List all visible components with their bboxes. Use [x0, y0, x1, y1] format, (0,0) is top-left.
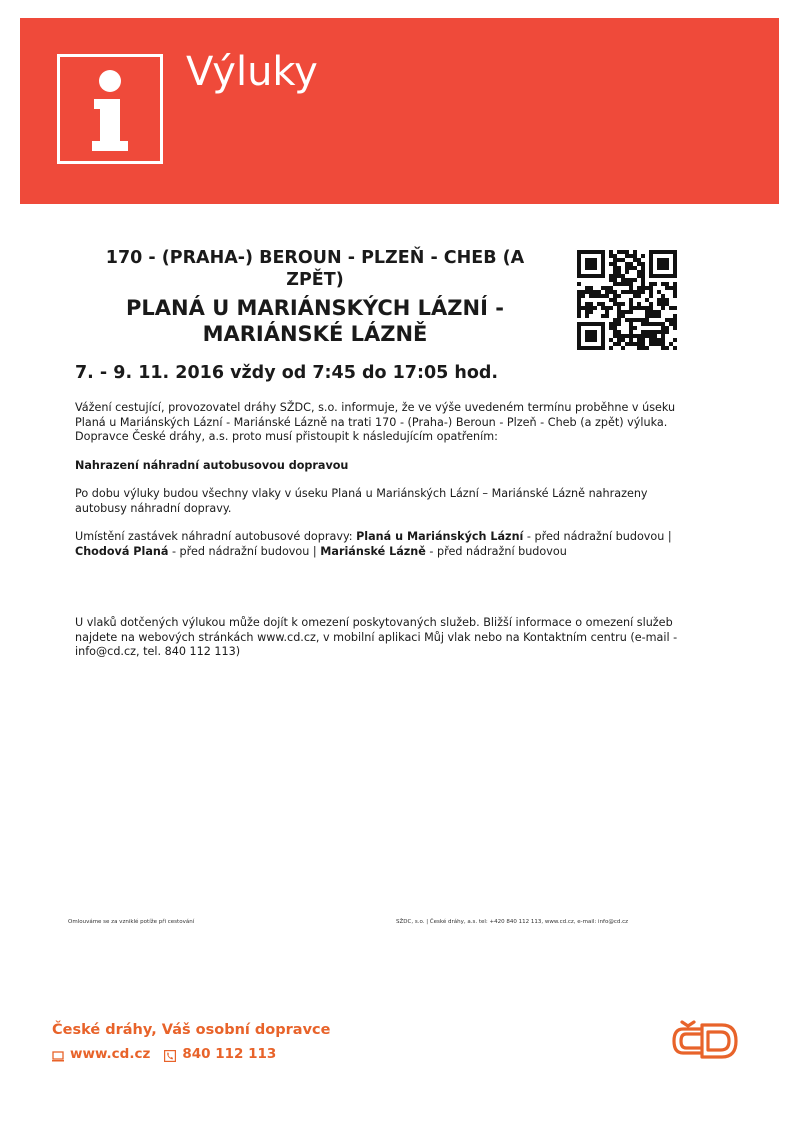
- brand-slogan: České dráhy, Váš osobní dopravce: [52, 1022, 331, 1038]
- route-title: 170 - (PRAHA-) BEROUN - PLZEŇ - CHEB (A ZPĚT): [105, 248, 525, 290]
- phone-number[interactable]: 840 112 113: [182, 1046, 277, 1062]
- operator-contacts: SŽDC, s.o. | České dráhy, a.s. tel: +420 840 112 113, www.cd.cz, e-mail: info@cd.cz: [396, 919, 629, 925]
- info-icon: [57, 54, 163, 164]
- replacement-paragraph: Po dobu výluky budou všechny vlaky v úseku Planá u Mariánských Lázní – Mariánské Lázně nahrazeny autobusy náhradní dopravy.: [75, 487, 648, 515]
- services-paragraph: U vlaků dotčených výlukou může dojít k omezení poskytovaných služeb. Bližší informace o omezení služeb najdete na webových stránkách www.cd.cz, v mobilní aplikaci Můj vlak nebo na Kontaktním centru (e-mail - info@cd.cz, tel. 840 112 113): [75, 616, 678, 658]
- stop-location: - před nádražní budovou: [523, 530, 665, 543]
- apology-note: Omlouváme se za vzniklé potíže při cestování: [68, 919, 195, 925]
- stop-separator: |: [664, 530, 672, 543]
- stop-name: Mariánské Lázně: [320, 544, 426, 558]
- section-title: PLANÁ U MARIÁNSKÝCH LÁZNÍ - MARIÁNSKÉ LÁZNĚ: [126, 296, 504, 346]
- stop-location: - před nádražní budovou: [425, 544, 567, 558]
- computer-icon: [52, 1049, 64, 1060]
- phone-icon: [164, 1049, 176, 1060]
- replacement-heading: Nahrazení náhradní autobusovou dopravou: [75, 459, 349, 472]
- cd-logo: [670, 1016, 740, 1064]
- closure-dates: 7. - 9. 11. 2016 vždy od 7:45 do 17:05 hod.: [75, 363, 499, 383]
- stop-name: Planá u Mariánských Lázní: [356, 530, 524, 543]
- stop-separator: |: [309, 544, 321, 558]
- contact-line: [52, 1045, 276, 1063]
- page-title: Výluky: [186, 49, 318, 95]
- intro-paragraph: Vážení cestující, provozovatel dráhy SŽDC, s.o. informuje, že ve výše uvedeném termínu proběhne v úseku Planá u Mariánských Lázní - Mariánské Lázně na trati 170 - (Praha-) Beroun - Plzeň - Cheb (a zpět) výluka. Dopravce České dráhy, a.s. proto musí přistoupit k následujícím opatřením:: [75, 401, 676, 443]
- website-link[interactable]: www.cd.cz: [70, 1046, 151, 1062]
- stops-label: Umístění zastávek náhradní autobusové dopravy:: [75, 530, 357, 543]
- stops-paragraph: [75, 530, 695, 559]
- qr-code[interactable]: [577, 250, 677, 350]
- header-banner: [20, 18, 779, 204]
- stop-name: Chodová Planá: [75, 544, 169, 558]
- stop-location: - před nádražní budovou: [168, 544, 310, 558]
